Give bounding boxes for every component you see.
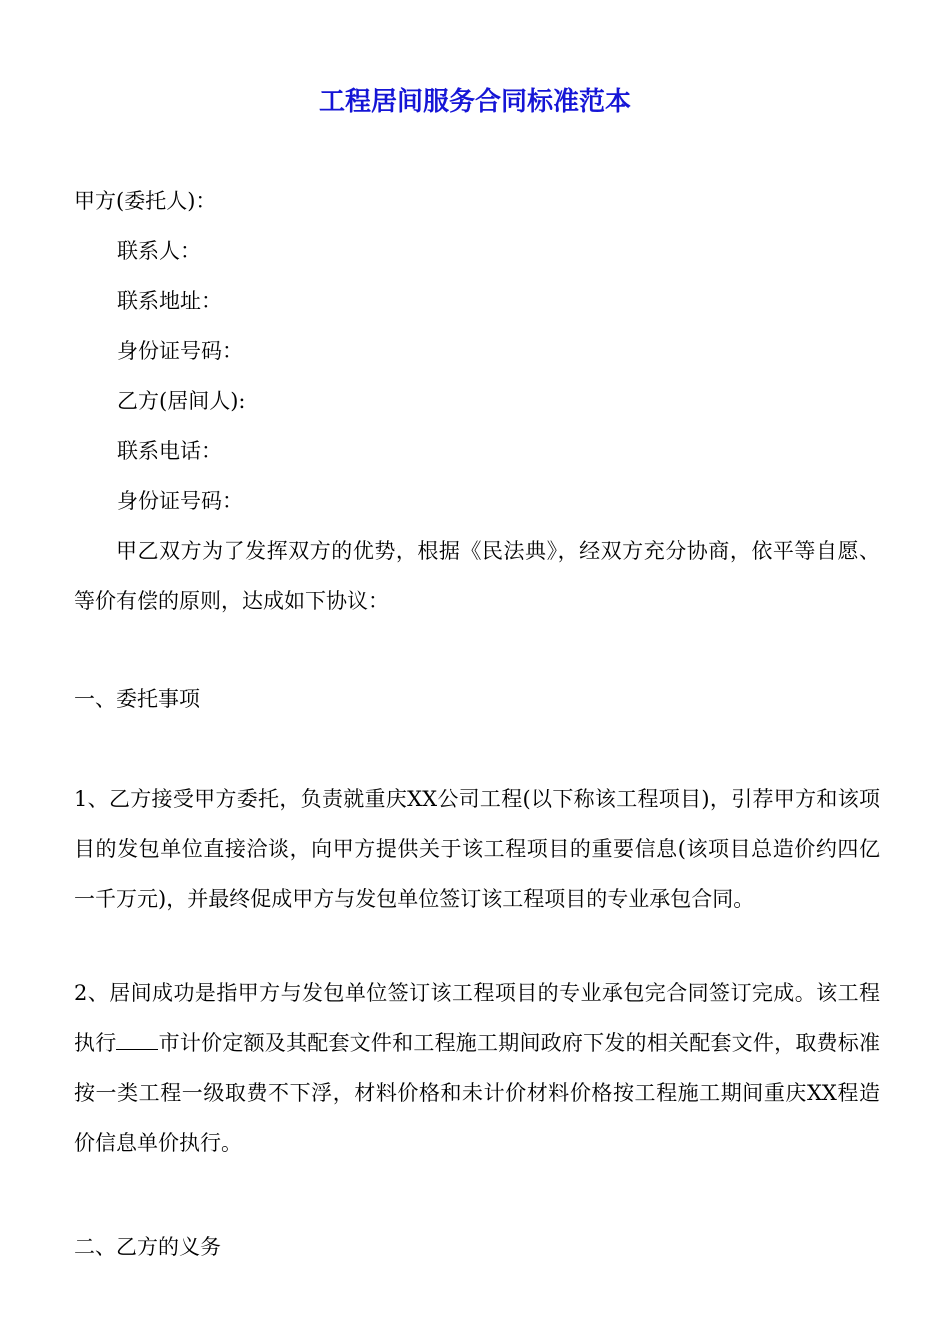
id-number-b-label: 身份证号码： [117,489,243,513]
id-number-a-label: 身份证号码： [117,339,243,363]
preamble-paragraph: 甲乙双方为了发挥双方的优势，根据《民法典》，经双方充分协商，依平等自愿、等价有偿的原则，达成如下协议： [74,539,880,613]
fill-in-blank [116,1031,158,1050]
party-a-label: 甲方(委托人)： [74,189,217,213]
clause-2-text-end: 市计价定额及其配套文件和工程施工期间政府下发的相关配套文件，取费标准按一类工程一级取费不下浮，材料价格和未计价材料价格按工程施工期间重庆XX程造价信息单价执行。 [74,1031,881,1155]
section-heading-1: 一、委托事项 [74,687,200,711]
clause-1-paragraph: 1、乙方接受甲方委托，负责就重庆XX公司工程(以下称该工程项目)，引荐甲方和该项目的发包单位直接洽谈，向甲方提供关于该工程项目的重要信息(该项目总造价约四亿一千万元)，并最终促成甲方与发包单位签订该工程项目的专业承包合同。 [74,787,880,911]
contact-person-label: 联系人： [117,239,201,263]
section-heading-2: 二、乙方的义务 [74,1235,221,1259]
party-b-label: 乙方(居间人): [117,389,246,413]
contact-phone-label: 联系电话： [117,439,222,463]
clause-2-paragraph [74,968,880,1168]
document-title: 工程居间服务合同标准范本 [318,87,631,117]
clause-2-text-start: 2、居间成功是指甲方与发包单位签订该工程项目的专业承包完合同签订完成。该工程执行 [74,981,880,1055]
contact-address-label: 联系地址： [117,289,222,313]
